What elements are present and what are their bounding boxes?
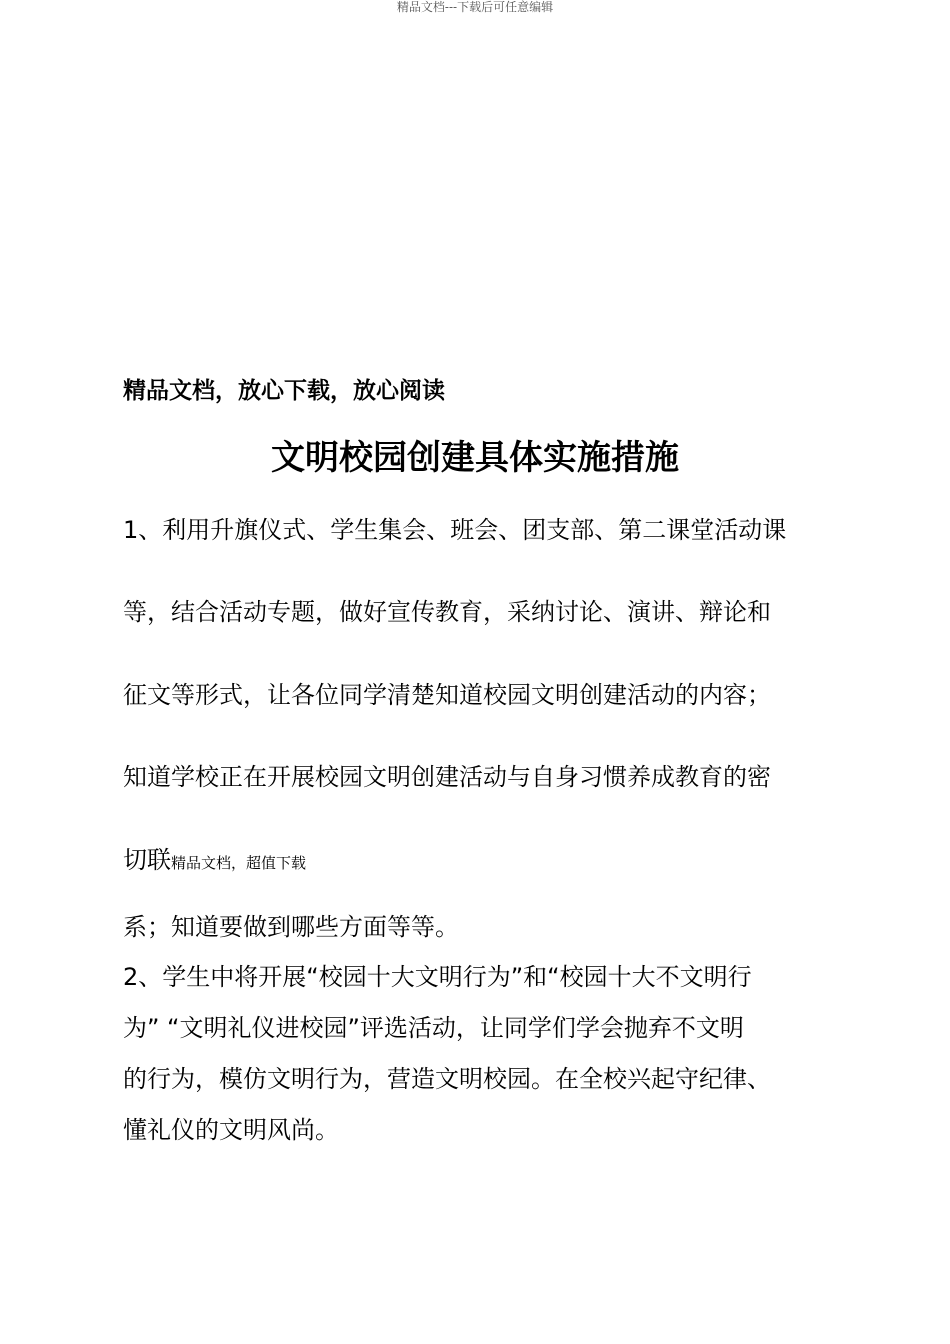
inline-promo-note: 精品文档，超值下载 [171,854,307,872]
paragraph1-line-1: 1、利用升旗仪式、学生集会、班会、团支部、第二课堂活动课 [123,516,787,544]
paragraph2-line-3: 的行为，模仿文明行为，营造文明校园。在全校兴起守纪律、 [123,1065,771,1093]
tagline: 精品文档，放心下载，放心阅读 [123,378,445,404]
paragraph1-last-line: 系；知道要做到哪些方面等等。 [123,913,459,941]
paragraph2-line-2: 为” “文明礼仪进校园”评选活动，让同学们学会抛弃不文明 [123,1014,744,1042]
paragraph1-page-break-line [123,843,306,880]
paragraph1-line-2: 等，结合活动专题，做好宣传教育，采纳讨论、演讲、辩论和 [123,598,771,626]
paragraph1-line-4: 知道学校正在开展校园文明创建活动与自身习惯养成教育的密 [123,763,771,791]
paragraph1-line-3: 征文等形式，让各位同学清楚知道校园文明创建活动的内容； [123,681,771,709]
page-header: 精品文档---下载后可任意编辑 [396,0,554,14]
paragraph2-line-4: 懂礼仪的文明风尚。 [123,1116,339,1144]
paragraph2-line-1: 2、学生中将开展“校园十大文明行为”和“校园十大不文明行 [123,963,752,991]
paragraph1-break-text: 切联 [123,846,171,874]
document-title: 文明校园创建具体实施措施 [271,438,679,478]
